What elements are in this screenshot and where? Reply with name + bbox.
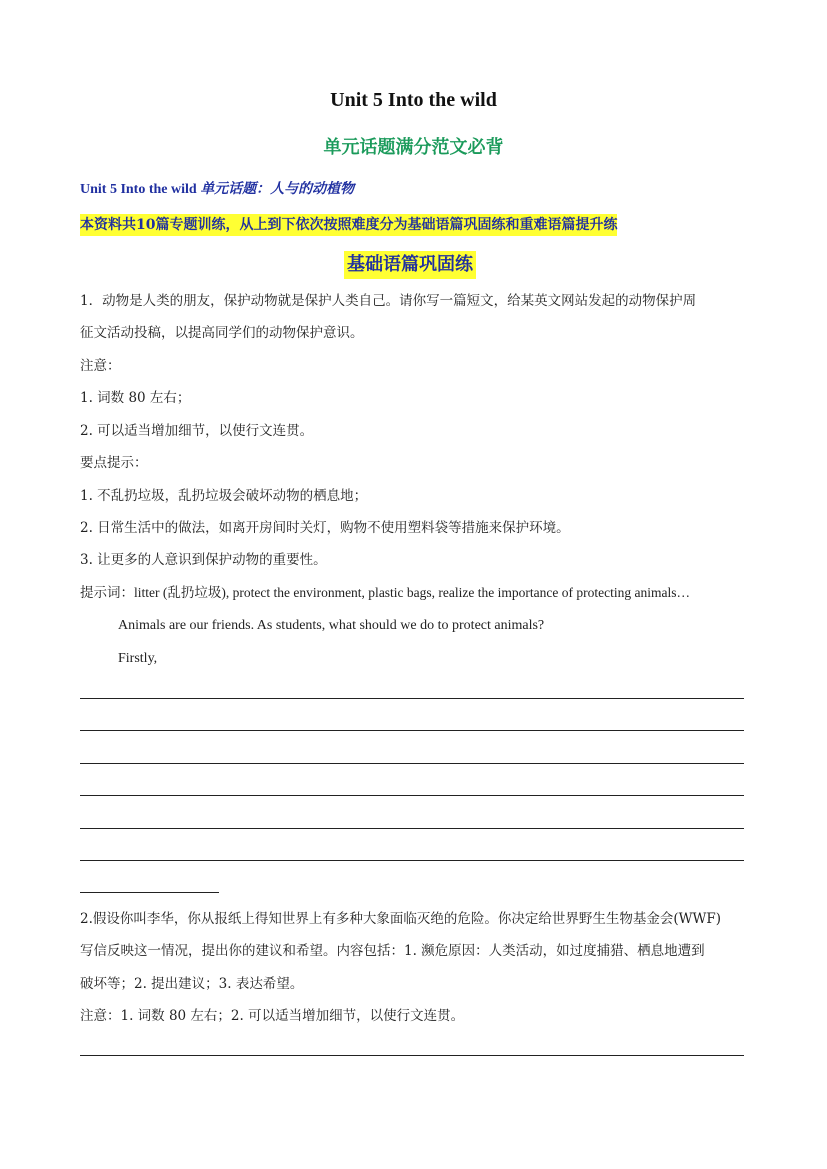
q1-hint-text: litter (乱扔垃圾), protect the environment, plastic bags, realize the importance of protecting animals… (134, 585, 690, 600)
q1-note-1: 1. 词数 80 左右； (80, 390, 191, 406)
q2-prompt-line2: 写信反映这一情况，提出你的建议和希望。内容包括：1. 濒危原因：人类活动，如过度捕猎、栖息地遭到 (80, 943, 705, 959)
resource-note: 本资料共10篇专题训练，从上到下依次按照难度分为基础语篇巩固练和重难语篇提升练 (80, 214, 617, 236)
q1-prompt-line1: 1．动物是人类的朋友，保护动物就是保护人类自己。请你写一篇短文，给某英文网站发起的动物保护周 (80, 293, 697, 309)
answer-line-short[interactable] (80, 892, 219, 893)
q1-hint-label: 提示词： (80, 585, 134, 601)
answer-line[interactable] (80, 828, 744, 829)
document-subtitle: 单元话题满分范文必背 (323, 137, 504, 158)
answer-line[interactable] (80, 730, 744, 731)
q1-point-3: 3. 让更多的人意识到保护动物的重要性。 (80, 552, 327, 568)
q1-point-2: 2. 日常生活中的做法，如离开房间时关灯，购物不使用塑料袋等措施来保护环境。 (80, 520, 570, 536)
topic-unit: Unit 5 Into the wild (80, 182, 201, 197)
q1-start-firstly: Firstly, (118, 651, 158, 666)
q1-points-label: 要点提示： (80, 455, 148, 471)
answer-line[interactable] (80, 698, 744, 699)
document-title: Unit 5 Into the wild (330, 89, 497, 111)
topic-line (80, 178, 354, 198)
answer-line[interactable] (80, 763, 744, 764)
section-heading: 基础语篇巩固练 (344, 251, 476, 279)
q2-prompt-line3: 破坏等；2. 提出建议；3. 表达希望。 (80, 976, 304, 992)
q1-start-sentence: Animals are our friends. As students, what should we do to protect animals? (118, 618, 545, 633)
q1-hint (80, 583, 690, 603)
q1-point-1: 1. 不乱扔垃圾，乱扔垃圾会破坏动物的栖息地； (80, 488, 368, 504)
q2-prompt-line1: 2.假设你叫李华，你从报纸上得知世界上有多种大象面临灭绝的危险。你决定给世界野生生物基金会(WWF) (80, 911, 722, 927)
answer-line[interactable] (80, 1055, 744, 1056)
q1-note-2: 2. 可以适当增加细节，以使行文连贯。 (80, 423, 314, 439)
q1-prompt-line2: 征文活动投稿，以提高同学们的动物保护意识。 (80, 325, 364, 341)
q2-note: 注意：1. 词数 80 左右；2. 可以适当增加细节，以使行文连贯。 (80, 1008, 465, 1024)
q1-note-label: 注意： (80, 358, 121, 374)
topic-theme: 单元话题：人与的动植物 (200, 181, 355, 197)
answer-line[interactable] (80, 795, 744, 796)
answer-line[interactable] (80, 860, 744, 861)
